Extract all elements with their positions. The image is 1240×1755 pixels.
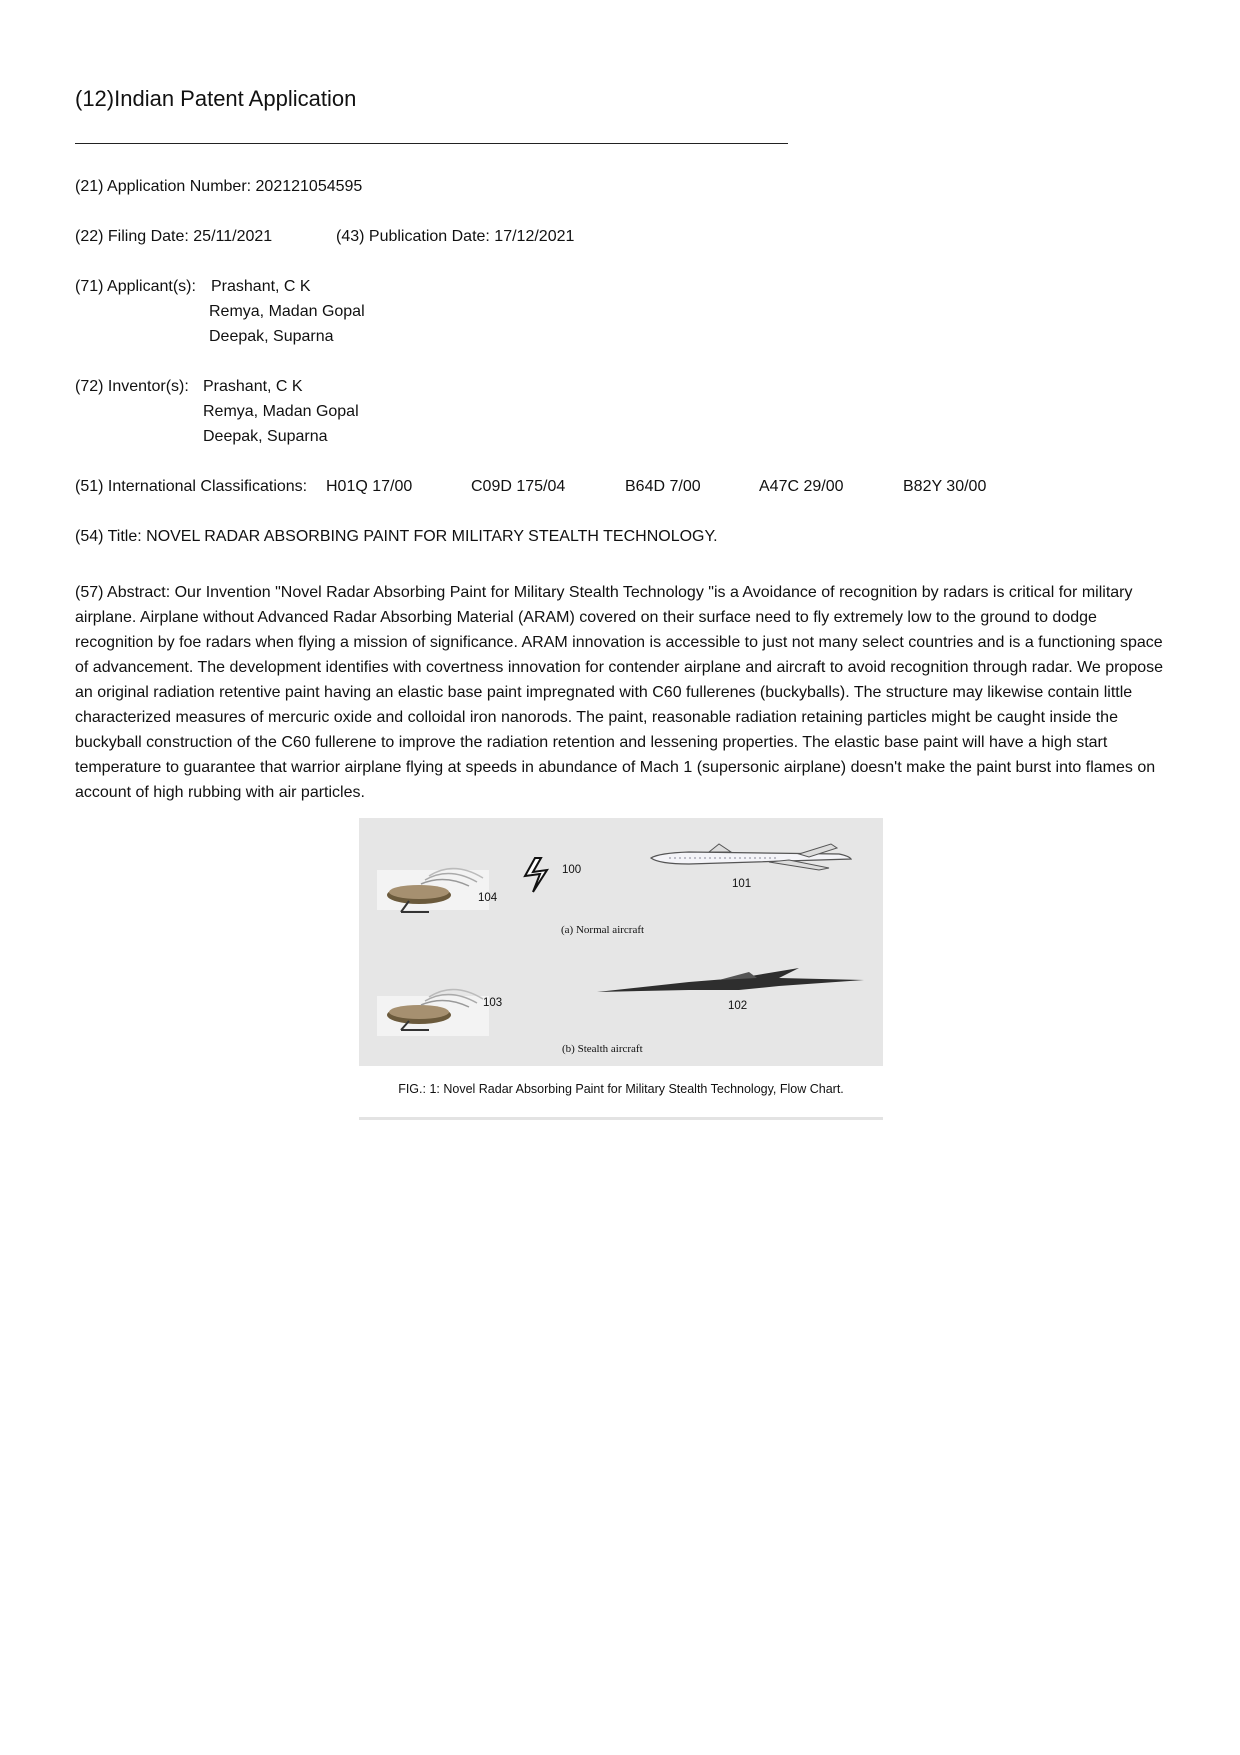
heading-rule	[75, 143, 788, 144]
applicant-name: Prashant, C K	[211, 278, 311, 295]
figure-label-normal: (a) Normal aircraft	[561, 924, 645, 936]
applicant-name: Remya, Madan Gopal	[209, 303, 365, 320]
filing-date: (22) Filing Date: 25/11/2021	[75, 228, 273, 245]
reference-numeral: 101	[732, 878, 752, 890]
classification-code: H01Q 17/00	[326, 478, 413, 495]
lightning-bolt-icon	[525, 858, 547, 892]
figure-panel	[359, 818, 883, 1066]
classification-code: B64D 7/00	[625, 478, 701, 495]
reference-numeral: 100	[562, 864, 582, 876]
patent-title: (54) Title: NOVEL RADAR ABSORBING PAINT FOR MILITARY STEALTH TECHNOLOGY.	[75, 528, 718, 545]
reference-numeral: 103	[483, 997, 503, 1009]
inventor-name: Remya, Madan Gopal	[203, 403, 359, 420]
classification-code: C09D 175/04	[471, 478, 566, 495]
classification-code: B82Y 30/00	[903, 478, 987, 495]
application-number: (21) Application Number: 202121054595	[75, 178, 363, 195]
figure-underline	[359, 1117, 883, 1120]
radar-dish-icon	[377, 989, 489, 1036]
figure-caption: FIG.: 1: Novel Radar Absorbing Paint for Military Stealth Technology, Flow Chart.	[398, 1082, 844, 1096]
document-heading: (12)Indian Patent Application	[75, 86, 357, 111]
stealth-aircraft-icon	[597, 968, 864, 992]
figure-drawing	[359, 818, 883, 1066]
classifications-label: (51) International Classifications:	[75, 478, 308, 495]
normal-aircraft-icon	[651, 844, 851, 870]
radar-dish-icon	[377, 868, 489, 912]
figure-label-stealth: (b) Stealth aircraft	[562, 1043, 643, 1055]
abstract-text: (57) Abstract: Our Invention "Novel Radar Absorbing Paint for Military Stealth Technology "is a Avoidance of recognition by radars is critical for military airplane. Airplane without Advanced Radar Absorbing Material (ARAM) covered on their surface need to fly extremely low to the ground to dodge recognition by foe radars when flying a mission of significance. ARAM innovation is accessible to just not many select countries and is a functioning space of advancement. The development identifies with covertness innovation for contender airplane and aircraft to avoid recognition through radar. We propose an original radiation retentive paint having an elastic base paint impregnated with C60 fullerenes (buckyballs). The structure may likewise contain little characterized measures of mercuric oxide and colloidal iron nanorods. The paint, reasonable radiation retaining particles might be caught inside the buckyball construction of the C60 fullerene to improve the radiation retention and lessening properties. The elastic base paint will have a high start temperature to guarantee that warrior airplane flying at speeds in abundance of Mach 1 (supersonic airplane) doesn't make the paint burst into flames on account of high rubbing with air particles.	[75, 584, 1164, 801]
inventor-name: Prashant, C K	[203, 378, 303, 395]
reference-numeral: 102	[728, 1000, 748, 1012]
inventor-name: Deepak, Suparna	[203, 428, 328, 445]
applicant-name: Deepak, Suparna	[209, 328, 334, 345]
publication-date: (43) Publication Date: 17/12/2021	[336, 228, 575, 245]
classification-code: A47C 29/00	[759, 478, 844, 495]
reference-numeral: 104	[478, 892, 498, 904]
applicants-label: (71) Applicant(s):	[75, 278, 196, 295]
inventors-label: (72) Inventor(s):	[75, 378, 189, 395]
